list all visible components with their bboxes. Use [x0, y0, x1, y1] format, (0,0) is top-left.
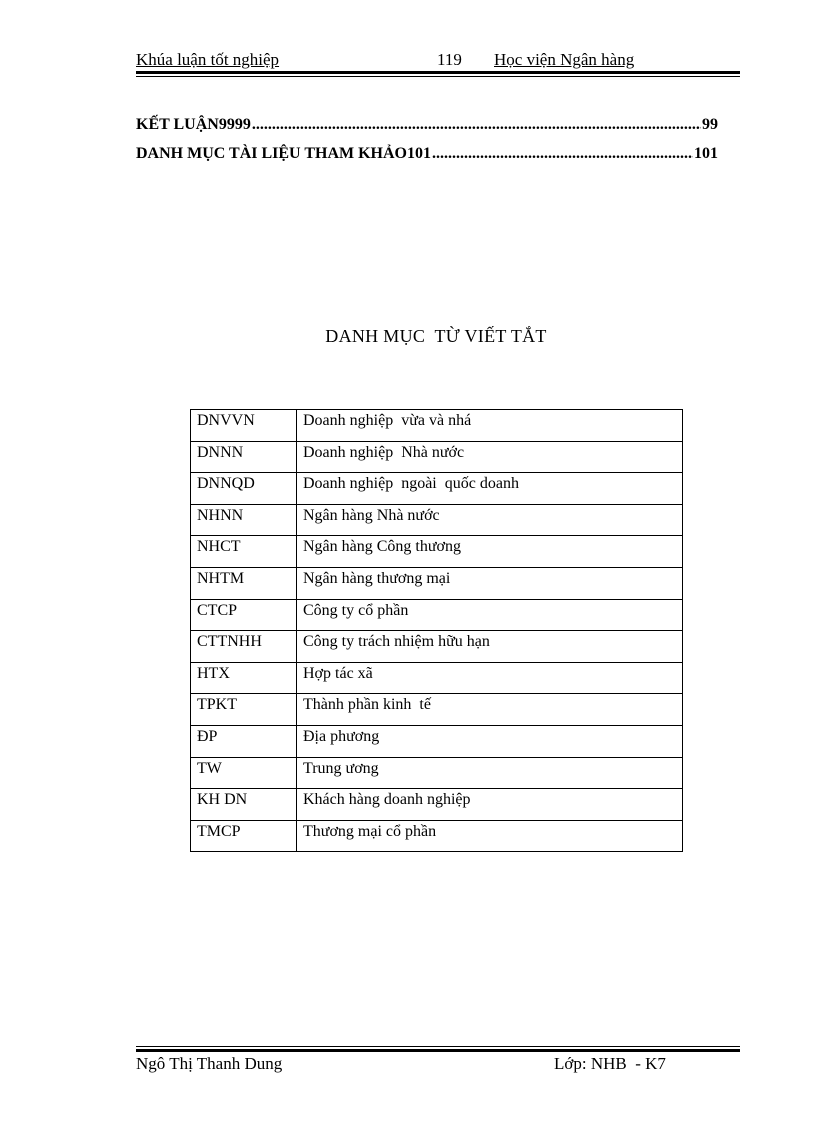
abbreviation-meaning: Ngân hàng thương mại	[297, 567, 683, 599]
page-header	[136, 48, 740, 72]
table-row	[191, 473, 683, 505]
table-row	[191, 757, 683, 789]
table-row	[191, 567, 683, 599]
toc-entry-references[interactable]	[136, 145, 718, 163]
table-row	[191, 441, 683, 473]
table-row	[191, 789, 683, 821]
abbreviation-meaning: Doanh nghiệp Nhà nước	[297, 441, 683, 473]
header-thesis-label: Khúa luận tốt nghiệp	[136, 50, 280, 69]
table-row	[191, 694, 683, 726]
footer-rule-thin	[136, 1046, 740, 1047]
abbreviation-code: TPKT	[191, 694, 297, 726]
abbreviation-code: DNNQD	[191, 473, 297, 505]
table-row	[191, 725, 683, 757]
abbreviation-meaning: Doanh nghiệp vừa và nhá	[297, 410, 683, 442]
table-row	[191, 631, 683, 663]
header-page-number: 119	[437, 50, 462, 69]
header-institution: Học viện Ngân hàng	[494, 50, 635, 69]
table-row	[191, 536, 683, 568]
header-rule-thin	[136, 76, 740, 77]
abbreviation-meaning: Địa phương	[297, 725, 683, 757]
abbreviation-meaning: Công ty trách nhiệm hữu hạn	[297, 631, 683, 663]
abbreviation-code: CTTNHH	[191, 631, 297, 663]
abbreviation-code: NHNN	[191, 504, 297, 536]
abbreviation-code: KH DN	[191, 789, 297, 821]
abbreviation-code: HTX	[191, 662, 297, 694]
abbreviation-code: DNNN	[191, 441, 297, 473]
abbreviation-table	[190, 409, 683, 852]
table-row	[191, 504, 683, 536]
footer-author: Ngô Thị Thanh Dung	[136, 1054, 283, 1073]
footer-rule-thick	[136, 1049, 740, 1052]
toc-entry-page: 101	[694, 145, 718, 162]
toc-entry-label: KẾT LUẬN9999	[136, 116, 251, 133]
abbreviation-code: NHCT	[191, 536, 297, 568]
footer-class: Lớp: NHB - K7	[554, 1054, 666, 1073]
table-row	[191, 662, 683, 694]
header-rule-thick	[136, 71, 740, 74]
abbreviation-code: DNVVN	[191, 410, 297, 442]
abbreviation-code: NHTM	[191, 567, 297, 599]
abbreviation-meaning: Khách hàng doanh nghiệp	[297, 789, 683, 821]
abbreviation-meaning: Trung ương	[297, 757, 683, 789]
toc-entry-page: 99	[702, 116, 718, 133]
abbreviation-code: TMCP	[191, 820, 297, 852]
abbreviation-meaning: Ngân hàng Nhà nước	[297, 504, 683, 536]
abbreviation-meaning: Ngân hàng Công thương	[297, 536, 683, 568]
abbreviation-meaning: Thành phần kinh tế	[297, 694, 683, 726]
toc-entry-conclusion[interactable]	[136, 116, 718, 134]
abbreviation-meaning: Thương mại cổ phần	[297, 820, 683, 852]
toc-leader-dots	[432, 145, 693, 163]
abbreviation-meaning: Công ty cổ phần	[297, 599, 683, 631]
abbreviation-code: CTCP	[191, 599, 297, 631]
table-row	[191, 410, 683, 442]
table-row	[191, 820, 683, 852]
abbreviation-code: TW	[191, 757, 297, 789]
table-row	[191, 599, 683, 631]
abbreviation-code: ĐP	[191, 725, 297, 757]
toc-leader-dots	[252, 116, 701, 134]
toc-entry-label: DANH MỤC TÀI LIỆU THAM KHẢO101	[136, 145, 431, 162]
abbreviation-meaning: Hợp tác xã	[297, 662, 683, 694]
abbreviation-meaning: Doanh nghiệp ngoài quốc doanh	[297, 473, 683, 505]
section-title: DANH MỤC TỪ VIẾT TẮT	[325, 326, 547, 346]
